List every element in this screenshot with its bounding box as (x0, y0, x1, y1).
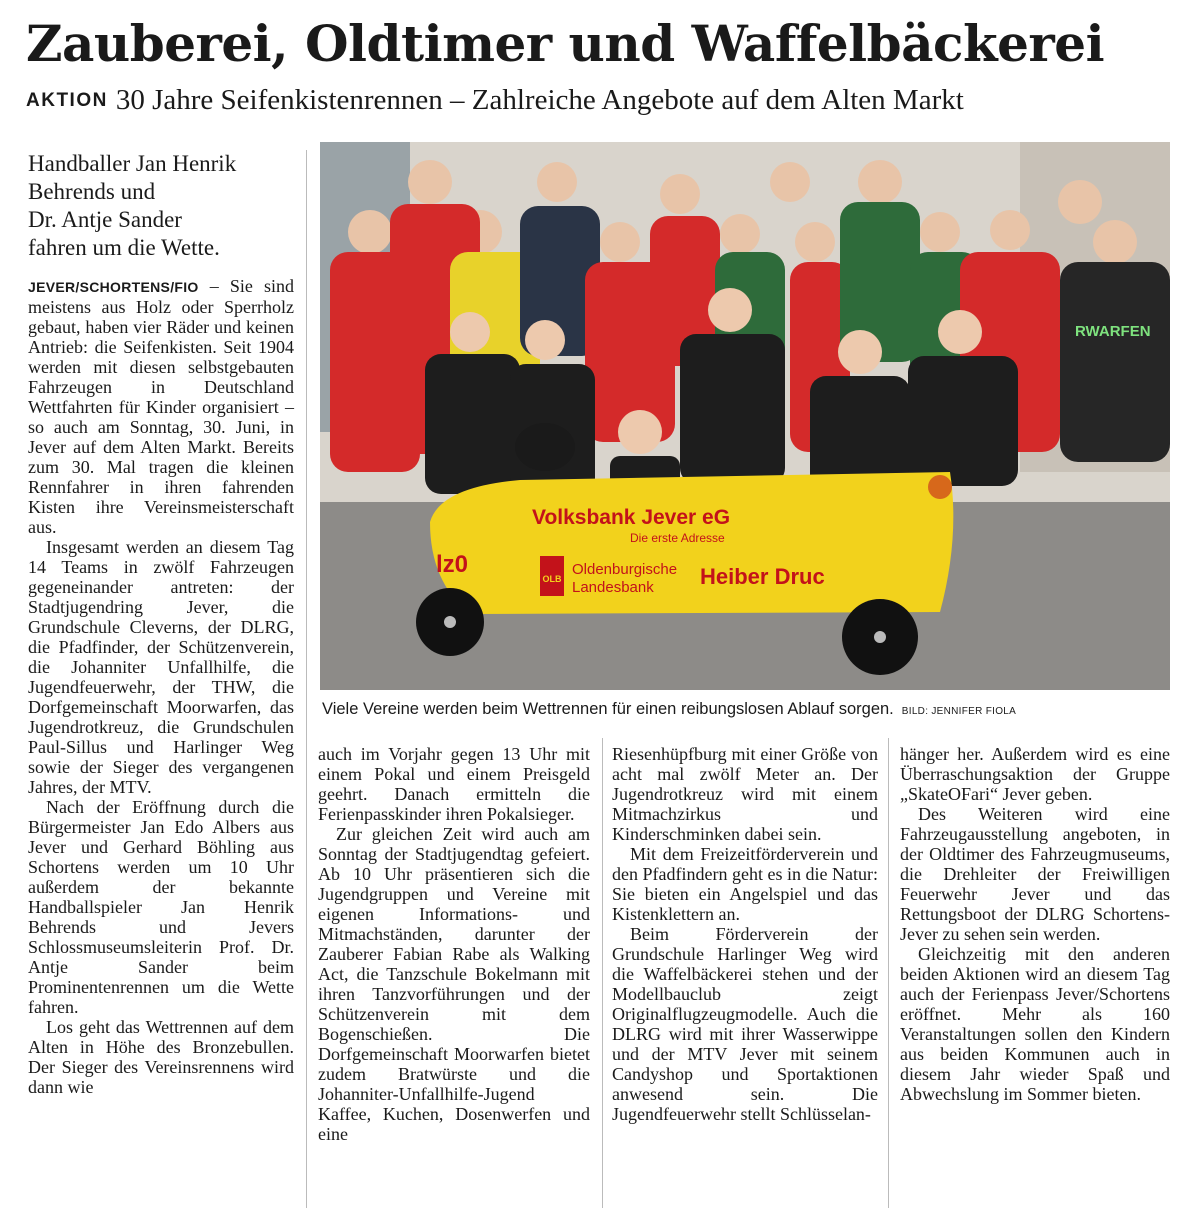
subline (26, 82, 1186, 119)
paragraph: hänger her. Außerdem wird es eine Überraschungsaktion der Gruppe „SkateOFari“ Jever geben. (900, 744, 1170, 804)
teaser-line: fahren um die Wette. (28, 235, 220, 260)
photo-nose-text: lz0 (436, 551, 469, 578)
photo (320, 142, 1170, 690)
photo-sponsor-olb-line1: Oldenburgische (572, 561, 678, 578)
article-column-3 (612, 744, 878, 1124)
paragraph: Insgesamt werden an diesem Tag 14 Teams in zwölf Fahrzeugen gegeneinander antreten: der Stadtjugendring Jever, die Grundschule Cleverns, der DLRG, die Pfadfinder, der Schützenverein, die Johanniter Unfallhilfe, die Jugendfeuerwehr, der THW, die Dorfgemeinschaft Moorwarfen, das Jugendrotkreuz, die Grundschulen Paul-Sillus und Harlinger Weg sowie der Sieger des vergangenen Jahres, der MTV. (28, 537, 294, 797)
paragraph: Des Weiteren wird eine Fahrzeugausstellung angeboten, in der Oldtimer des Fahrzeugmuseums, die Drehleiter der Freiwilligen Feuerwehr Jever und das Rettungsboot der DLRG Schortens-Jever zu sehen sein werden. (900, 804, 1170, 944)
column-rule (602, 738, 603, 1208)
photo-sponsor-slogan: Die erste Adresse (630, 531, 725, 545)
paragraph: Los geht das Wettrennen auf dem Alten in Höhe des Bronzebullen. Der Sieger des Vereinsrennens wird dann wie (28, 1017, 294, 1097)
dateline: JEVER/SCHORTENS/FIO (28, 279, 199, 295)
headline: Zauberei, Oldtimer und Waffelbäckerei (26, 14, 1105, 73)
photo-flame (928, 475, 952, 499)
teaser-line: Behrends und (28, 179, 156, 204)
group-photo (320, 142, 1170, 690)
paragraph: JEVER/SCHORTENS/FIO – Sie sind meistens aus Holz oder Sperrholz gebaut, haben vier Räder und keinen Antrieb: die Seifenkisten. Seit 1904 werden mit diesen selbstgebauten Fahrzeugen in Deutschland Wettfahrten für Kinder organisiert – so auch am Sonntag, 30. Juni, in Jever auf dem Alten Markt. Bereits zum 30. Mal tragen die kleinen Rennfahrer in ihren fahrenden Kisten ihre Vereinsmeisterschaft aus. (28, 276, 294, 537)
teaser-line: Dr. Antje Sander (28, 207, 182, 232)
column-rule (306, 150, 307, 1208)
photo-helmet (515, 423, 575, 471)
paragraph: Riesenhüpfburg mit einer Größe von acht mal zwölf Meter an. Der Jugendrotkreuz wird mit einem Mitmachzirkus und Kinderschminken dabei sein. (612, 744, 878, 844)
paragraph: Nach der Eröffnung durch die Bürgermeister Jan Edo Albers aus Jever und Gerhard Böhling aus Schortens werden um 10 Uhr außerdem der bekannte Handballspieler Jan Henrik Behrends und Jevers Schlossmuseumsleiterin Prof. Dr. Antje Sander beim Prominentenrennen um die Wette fahren. (28, 797, 294, 1017)
article-column-1 (28, 276, 294, 1097)
kicker: AKTION (26, 90, 108, 111)
photo-sponsor-heiber: Heiber Druc (700, 564, 825, 589)
article-column-4 (900, 744, 1170, 1104)
article-column-2 (318, 744, 590, 1144)
photo-credit: BILD: JENNIFER FIOLA (901, 706, 1017, 717)
paragraph: Mit dem Freizeitförderverein und den Pfadfindern geht es in die Natur: Sie bieten ein Angelspiel und das Kistenklettern an. (612, 844, 878, 924)
photo-shirt-text: RWARFEN (1075, 323, 1151, 340)
photo-sponsor-olb-line2: Landesbank (572, 579, 654, 596)
teaser (28, 150, 298, 262)
column-rule (888, 738, 889, 1208)
photo-caption: Viele Vereine werden beim Wettrennen für einen reibungslosen Ablauf sorgen. BILD: JENNIFER FIOLA (322, 700, 1017, 718)
teaser-line: Handballer Jan Henrik (28, 151, 237, 176)
paragraph: auch im Vorjahr gegen 13 Uhr mit einem Pokal und einem Preisgeld geehrt. Danach ermitteln die Ferienpasskinder ihren Pokalsieger. (318, 744, 590, 824)
photo-sponsor-volksbank: Volksbank Jever eG (532, 506, 731, 529)
paragraph: Zur gleichen Zeit wird auch am Sonntag der Stadtjugendtag gefeiert. Ab 10 Uhr präsentieren sich die Jugendgruppen und Vereine mit eigenen Informations- und Mitmachständen, darunter der Zauberer Fabian Rabe als Walking Act, die Tanzschule Bokelmann mit ihren Tanzvorführungen und der Schützenverein mit dem Bogenschießen. Die Dorfgemeinschaft Moorwarfen bietet zudem Bratwürste und die Johanniter-Unfallhilfe-Jugend Kaffee, Kuchen, Dosenwerfen und eine (318, 824, 590, 1144)
photo-olb-logo-text: OLB (542, 574, 562, 584)
paragraph: Gleichzeitig mit den anderen beiden Aktionen wird an diesem Tag auch der Ferienpass Jever/Schortens eröffnet. Mehr als 160 Veranstaltungen sollen den Kindern aus beiden Kommunen auch in diesem Jahr wieder Spaß und Abwechslung im Sommer bieten. (900, 944, 1170, 1104)
subline-text: 30 Jahre Seifenkistenrennen – Zahlreiche Angebote auf dem Alten Markt (115, 84, 964, 116)
paragraph: Beim Förderverein der Grundschule Harlinger Weg wird die Waffelbäckerei stehen und der Modellbauclub zeigt Originalflugzeugmodelle. Auch die DLRG wird mit ihrer Wasserwippe und der MTV Jever mit seinem Candyshop und Sportaktionen anwesend sein. Die Jugendfeuerwehr stellt Schlüsselan- (612, 924, 878, 1124)
